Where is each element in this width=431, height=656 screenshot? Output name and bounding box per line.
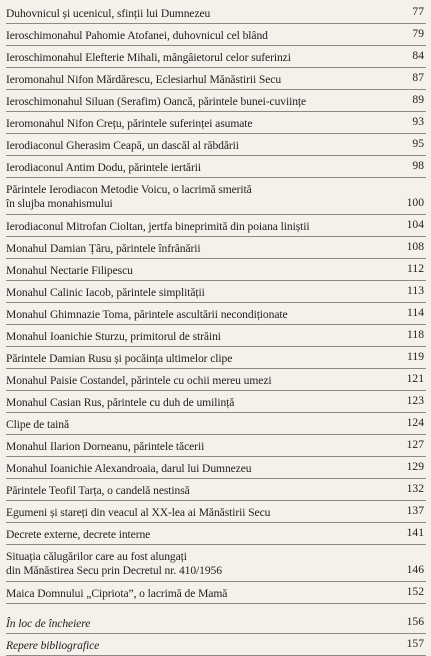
toc-entry-page: 104 [406, 218, 424, 231]
toc-entry-page: 100 [406, 196, 424, 209]
toc-entry [6, 303, 426, 325]
toc-entry [6, 369, 426, 391]
toc-entry [6, 24, 426, 46]
toc-entry-title: Ieroschimonahul Elefterie Mihali, mângâietorul celor suferinzi [6, 51, 291, 64]
toc-entry-title: Repere bibliografice [6, 639, 100, 652]
toc-entry-title: Ierodiaconul Gherasim Ceapă, un dascăl al răbdării [6, 139, 239, 152]
toc-entry-title: Egumeni și stareți din veacul al XX-lea ai Mănăstirii Secu [6, 506, 271, 519]
toc-entry [6, 435, 426, 457]
toc-entry-title: Ieroschimonahul Siluan (Serafim) Oancă, părintele bunei-cuviințe [6, 95, 307, 108]
toc-entry-page: 118 [407, 328, 424, 341]
toc-entry-page: 108 [406, 240, 424, 253]
toc-entry-title: Situația călugărilor care au fost alungați din Mănăstirea Secu prin Decretul nr. 410/1956 [6, 550, 222, 577]
toc-entry [6, 413, 426, 435]
toc-entry-page: 77 [412, 5, 424, 18]
toc-entry-title: Ieromonahul Nifon Mărdărescu, Eclesiarhul Mănăstirii Secu [6, 73, 282, 86]
toc-entry-page: 127 [406, 438, 424, 451]
toc-entry-page: 137 [406, 504, 424, 517]
toc-entry [6, 259, 426, 281]
toc-entry [6, 457, 426, 479]
toc-entry-page: 98 [412, 159, 424, 172]
toc-entry [6, 68, 426, 90]
toc-entry [6, 215, 426, 237]
toc-entry-title: Părintele Ierodiacon Metodie Voicu, o lacrimă smerită în slujba monahismului [6, 183, 252, 210]
toc-entry-page: 121 [406, 372, 424, 385]
toc-entry-title: Monahul Ioanichie Alexandroaia, darul lui Dumnezeu [6, 462, 252, 475]
toc-entry [6, 391, 426, 413]
toc-entry-page: 141 [406, 526, 424, 539]
toc-entry [6, 90, 426, 112]
toc-entry-page: 79 [412, 27, 424, 40]
toc-entry-page: 87 [412, 71, 424, 84]
toc-entry-title: În loc de încheiere [6, 617, 91, 630]
toc-entry-title: Monahul Paisie Costandel, părintele cu ochii mereu umezi [6, 374, 272, 387]
toc-entry-title: Părintele Damian Rusu și pocăința ultimelor clipe [6, 352, 233, 365]
toc-entry-page: 89 [412, 93, 424, 106]
toc-entry [6, 501, 426, 523]
toc-entry-page: 129 [406, 460, 424, 473]
toc-entry [6, 545, 426, 582]
toc-entry [6, 156, 426, 178]
toc-entry-page: 113 [407, 284, 424, 297]
toc-entry [6, 134, 426, 156]
toc-entry-title: Monahul Ghimnazie Toma, părintele ascultării necondiționate [6, 308, 288, 321]
toc-entry-page: 157 [406, 637, 424, 650]
toc-entry-title: Ieromonahul Nifon Crețu, părintele suferinței asumate [6, 117, 253, 130]
toc-entry-title: Decrete externe, decrete interne [6, 528, 151, 541]
toc-entry-title: Părintele Teofil Tarța, o candelă nestinsă [6, 484, 190, 497]
toc-entry-page: 84 [412, 49, 424, 62]
toc-entry-title: Ierodiaconul Antim Dodu, părintele iertării [6, 161, 201, 174]
toc-entry [6, 46, 426, 68]
toc-entry-title: Maica Domnului „Cipriota”, o lacrimă de Mamă [6, 587, 228, 600]
toc-entry-title: Monahul Ilarion Dorneanu, părintele tăcerii [6, 440, 205, 453]
toc-entry-page: 152 [406, 585, 424, 598]
toc-entry [6, 237, 426, 259]
table-of-contents [6, 2, 426, 656]
toc-entry [6, 281, 426, 303]
toc-entry-title: Clipe de taină [6, 418, 69, 431]
toc-entry-title: Monahul Damian Țâru, părintele înfrânării [6, 242, 201, 255]
toc-entry [6, 479, 426, 501]
toc-entry [6, 2, 426, 24]
toc-entry [6, 325, 426, 347]
toc-entry-title: Monahul Calinic Iacob, părintele simplității [6, 286, 205, 299]
toc-entry [6, 178, 426, 215]
toc-entry-title: Monahul Casian Rus, părintele cu duh de umilință [6, 396, 235, 409]
toc-entry-conclusion [6, 612, 426, 634]
toc-entry-page: 93 [412, 115, 424, 128]
toc-entry-page: 132 [406, 482, 424, 495]
toc-entry-bibliography [6, 634, 426, 656]
toc-entry-page: 146 [406, 563, 424, 576]
toc-entry-page: 124 [406, 416, 424, 429]
section-gap [6, 604, 426, 612]
toc-entry [6, 523, 426, 545]
toc-entry [6, 347, 426, 369]
toc-entry-title: Ieroschimonahul Pahomie Atofanei, duhovnicul cel blând [6, 29, 268, 42]
toc-entry-title: Monahul Nectarie Filipescu [6, 264, 133, 277]
toc-entry-page: 119 [407, 350, 424, 363]
toc-entry-page: 123 [406, 394, 424, 407]
toc-entry-page: 112 [407, 262, 424, 275]
toc-entry-page: 156 [406, 615, 424, 628]
toc-entry-title: Ierodiaconul Mitrofan Cioltan, jertfa bineprimită din poiana liniștii [6, 220, 310, 233]
toc-entry-title: Duhovnicul și ucenicul, sfinții lui Dumnezeu [6, 7, 211, 20]
toc-entry-page: 114 [407, 306, 424, 319]
toc-entry [6, 582, 426, 604]
toc-entry [6, 112, 426, 134]
toc-entry-page: 95 [412, 137, 424, 150]
toc-entry-title: Monahul Ioanichie Sturzu, primitorul de străini [6, 330, 221, 343]
